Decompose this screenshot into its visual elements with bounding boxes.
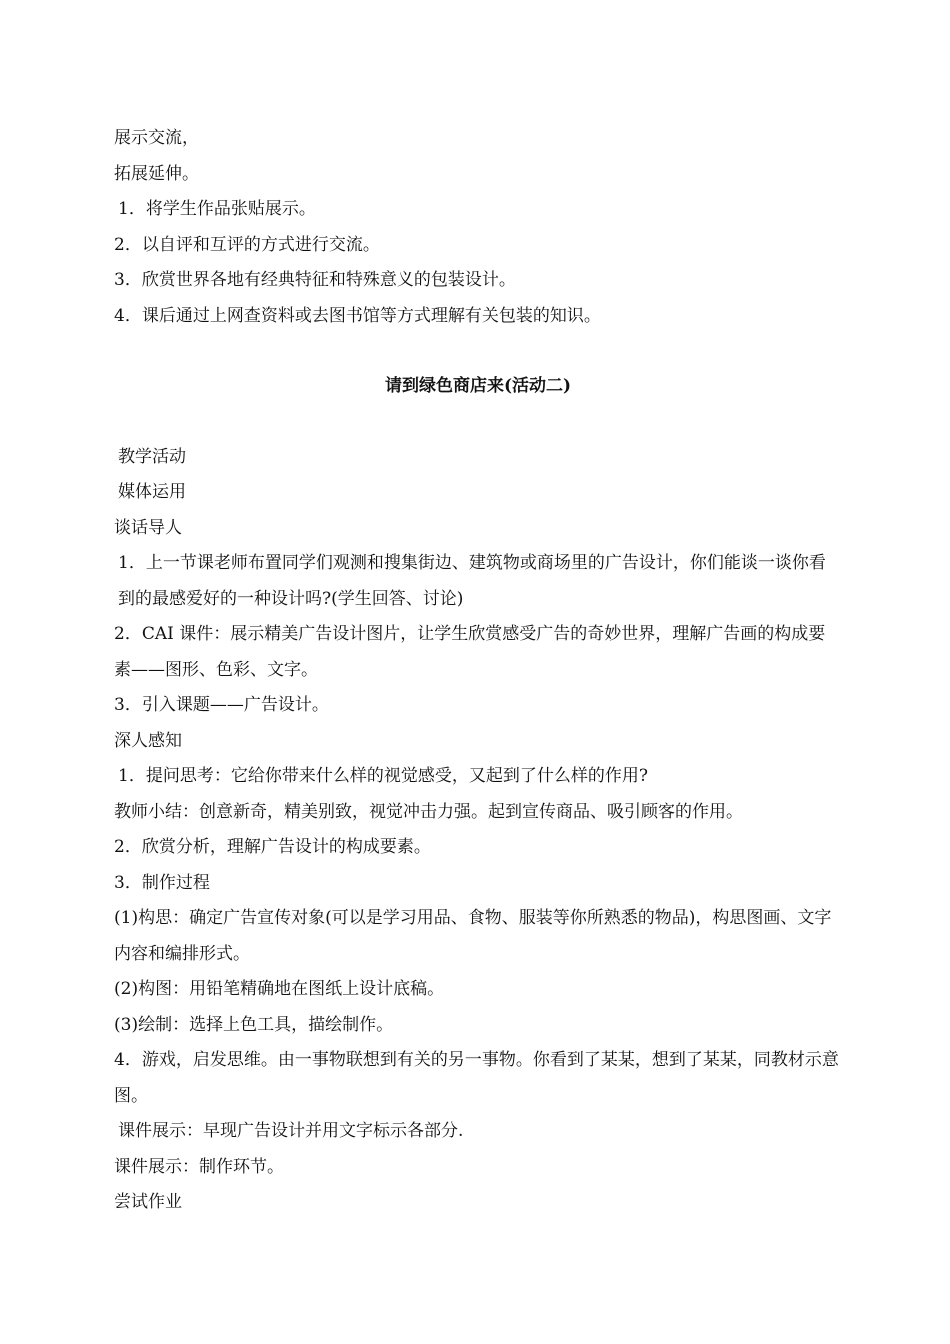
section-title: 请到绿色商店来(活动二)	[384, 376, 572, 396]
list-item: 1．将学生作品张贴展示。	[118, 199, 316, 219]
list-item: 3．欣赏世界各地有经典特征和特殊意义的包装设计。	[114, 270, 516, 290]
list-item: 1．提问思考：它给你带来什么样的视觉感受，又起到了什么样的作用?	[118, 766, 648, 786]
text-line: 教师小结：创意新奇，精美别致，视觉冲击力强。起到宣传商品、吸引顾客的作用。	[114, 801, 743, 822]
list-item: 2．CAI 课件：展示精美广告设计图片，让学生欣赏感受广告的奇妙世界，理解广告画的构成要素——图形、色彩、文字。	[114, 624, 826, 680]
text-line: 展示交流，	[114, 128, 199, 148]
list-item: 1．上一节课老师布置同学们观测和搜集街边、建筑物或商场里的广告设计，你们能谈一谈你看到的最感爱好的一种设计吗?(学生回答、讨论)	[118, 553, 826, 609]
list-item: (3)绘制：选择上色工具，描绘制作。	[114, 1014, 394, 1035]
list-item: 3．制作过程	[114, 872, 210, 893]
text-line: 课件展示：早现广告设计并用文字标示各部分.	[118, 1121, 464, 1141]
subheading-attempt: 尝试作业	[114, 1192, 182, 1212]
text-line: 拓展延伸。	[114, 163, 199, 184]
text-line: 课件展示：制作环节。	[114, 1156, 284, 1177]
subheading-intro: 谈话导人	[114, 517, 182, 538]
document-body	[114, 121, 842, 1221]
list-item: 2．欣赏分析，理解广告设计的构成要素。	[114, 837, 431, 857]
list-item: (2)构图：用铅笔精确地在图纸上设计底稿。	[114, 979, 445, 999]
spacer	[114, 334, 842, 369]
list-item: (1)构思：确定广告宣传对象(可以是学习用品、食物、服装等你所熟悉的物品)，构思图画、文字内容和编排形式。	[114, 908, 832, 964]
spacer	[114, 405, 842, 440]
column-heading-media-use: 媒体运用	[118, 482, 186, 502]
list-item: 4．游戏，启发思维。由一事物联想到有关的另一事物。你看到了某某，想到了某某，同教材示意图。	[114, 1050, 839, 1106]
list-item: 4．课后通过上网查资料或去图书馆等方式理解有关包装的知识。	[114, 305, 601, 326]
list-item: 3．引入课题——广告设计。	[114, 695, 329, 715]
subheading-deep-perception: 深人感知	[114, 730, 182, 751]
column-heading-teaching-activity: 教学活动	[118, 446, 186, 467]
list-item: 2．以自评和互评的方式进行交流。	[114, 234, 380, 255]
